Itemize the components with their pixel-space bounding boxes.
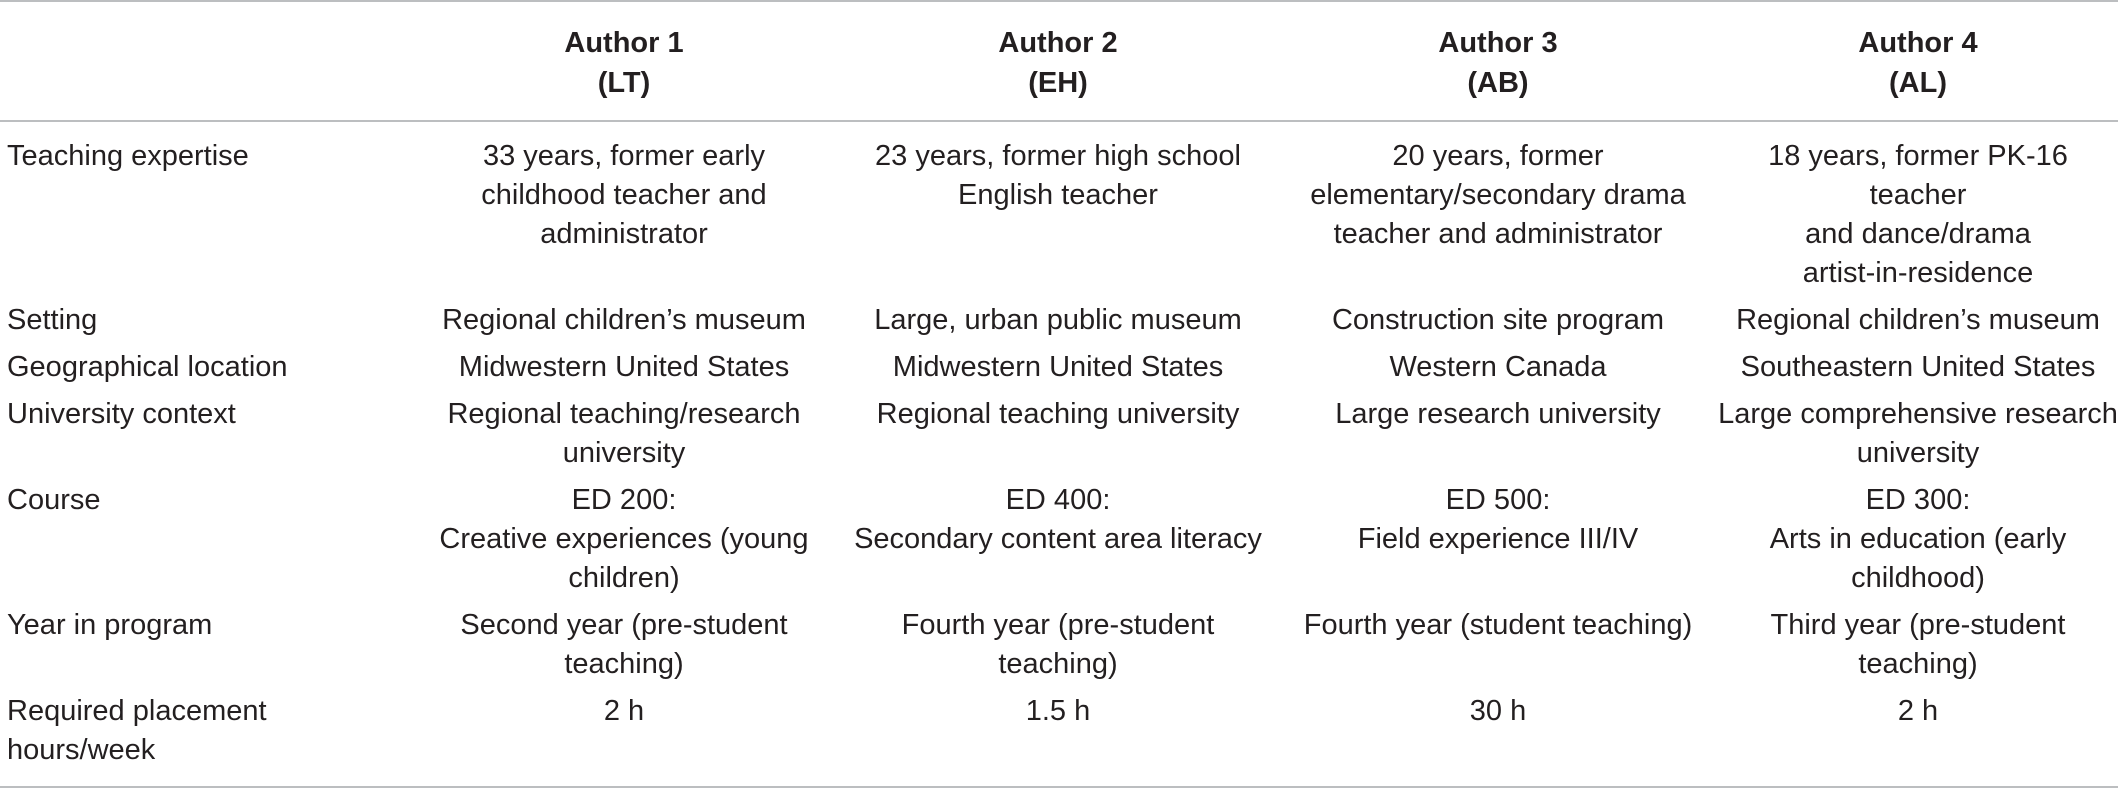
cell-text-line: teaching) — [1858, 648, 1978, 680]
cell-text-line: ED 300: — [1865, 484, 1971, 516]
header-cell-author-4 — [1718, 1, 2118, 121]
cell-text-line: 33 years, former early — [482, 140, 766, 172]
header-author-initials: (AL) — [1889, 67, 1947, 99]
table-row — [0, 293, 2118, 340]
row-label-cell — [0, 473, 410, 598]
table-cell-author-3 — [1278, 340, 1718, 387]
table-cell-author-2 — [838, 684, 1278, 787]
table-cell-author-1 — [410, 684, 838, 787]
header-cell-empty — [0, 1, 410, 121]
row-label-text: hours/week — [7, 734, 156, 766]
cell-text-line: teacher and administrator — [1333, 218, 1663, 250]
header-author-name: Author 2 — [998, 27, 1118, 59]
row-label-text: University context — [7, 398, 236, 430]
cell-text-line: 23 years, former high school — [875, 140, 1241, 172]
table-cell-author-3 — [1278, 684, 1718, 787]
table-row — [0, 340, 2118, 387]
table-cell-author-2 — [838, 293, 1278, 340]
header-author-name: Author 1 — [564, 27, 684, 59]
table-cell-author-2 — [838, 473, 1278, 598]
table-row — [0, 598, 2118, 684]
cell-text-line: 2 h — [1897, 695, 1939, 727]
cell-text-line: Regional children’s museum — [1736, 304, 2100, 336]
table-cell-author-2 — [838, 121, 1278, 293]
cell-text-line: Fourth year (pre-student — [901, 609, 1215, 641]
header-author-initials: (EH) — [1028, 67, 1088, 99]
table-cell-author-1 — [410, 598, 838, 684]
cell-text-line: elementary/secondary drama — [1310, 179, 1686, 211]
table-cell-author-2 — [838, 387, 1278, 473]
cell-text-line: Large, urban public museum — [874, 304, 1242, 336]
table-cell-author-4 — [1718, 598, 2118, 684]
row-label-text: Course — [7, 484, 101, 516]
row-label-cell — [0, 387, 410, 473]
cell-text-line: Creative experiences (young — [439, 523, 809, 555]
cell-text-line: Fourth year (student teaching) — [1303, 609, 1693, 641]
cell-text-line: 20 years, former — [1392, 140, 1604, 172]
table-row — [0, 684, 2118, 787]
table-cell-author-4 — [1718, 121, 2118, 293]
header-cell-author-2 — [838, 1, 1278, 121]
cell-text-line: Large comprehensive research — [1718, 398, 2118, 430]
row-label-text: Setting — [7, 304, 98, 336]
table-row — [0, 121, 2118, 293]
table-cell-author-3 — [1278, 387, 1718, 473]
table-cell-author-2 — [838, 598, 1278, 684]
cell-text-line: Southeastern United States — [1740, 351, 2096, 383]
cell-text-line: 18 years, former PK-16 teacher — [1768, 140, 2068, 211]
cell-text-line: ED 200: — [571, 484, 677, 516]
cell-text-line: ED 500: — [1445, 484, 1551, 516]
cell-text-line: Secondary content area literacy — [854, 523, 1262, 555]
row-label-cell — [0, 598, 410, 684]
cell-text-line: Large research university — [1335, 398, 1661, 430]
cell-text-line: and dance/drama — [1805, 218, 2031, 250]
row-label-cell — [0, 340, 410, 387]
cell-text-line: Regional children’s museum — [442, 304, 806, 336]
cell-text-line: 30 h — [1469, 695, 1527, 727]
row-label-text: Year in program — [7, 609, 213, 641]
cell-text-line: Midwestern United States — [892, 351, 1224, 383]
table-cell-author-1 — [410, 293, 838, 340]
cell-text-line: artist-in-residence — [1802, 257, 2034, 289]
table-row — [0, 473, 2118, 598]
table-header-row — [0, 1, 2118, 121]
cell-text-line: English teacher — [958, 179, 1158, 211]
row-label-text: Required placement — [7, 695, 267, 727]
cell-text-line: Third year (pre-student — [1770, 609, 2066, 641]
table-cell-author-4 — [1718, 387, 2118, 473]
table-cell-author-3 — [1278, 293, 1718, 340]
table-cell-author-4 — [1718, 293, 2118, 340]
cell-text-line: children) — [568, 562, 680, 594]
table-cell-author-3 — [1278, 121, 1718, 293]
header-author-initials: (AB) — [1467, 67, 1529, 99]
header-author-initials: (LT) — [597, 67, 651, 99]
table-cell-author-3 — [1278, 598, 1718, 684]
table-cell-author-4 — [1718, 340, 2118, 387]
cell-text-line: teaching) — [998, 648, 1118, 680]
table-cell-author-2 — [838, 340, 1278, 387]
row-label-text: Teaching expertise — [7, 140, 249, 172]
cell-text-line: Construction site program — [1331, 304, 1665, 336]
table-cell-author-1 — [410, 473, 838, 598]
table-cell-author-1 — [410, 340, 838, 387]
cell-text-line: Regional teaching university — [876, 398, 1240, 430]
header-author-name: Author 4 — [1858, 27, 1978, 59]
table-cell-author-4 — [1718, 684, 2118, 787]
table-cell-author-3 — [1278, 473, 1718, 598]
cell-text-line: university — [1856, 437, 1980, 469]
table-row — [0, 387, 2118, 473]
cell-text-line: teaching) — [564, 648, 684, 680]
header-cell-author-1 — [410, 1, 838, 121]
row-label-cell — [0, 684, 410, 787]
cell-text-line: Midwestern United States — [458, 351, 790, 383]
cell-text-line: Second year (pre-student — [460, 609, 788, 641]
cell-text-line: Field experience III/IV — [1357, 523, 1639, 555]
header-author-name: Author 3 — [1438, 27, 1558, 59]
cell-text-line: 2 h — [603, 695, 645, 727]
cell-text-line: 1.5 h — [1025, 695, 1091, 727]
cell-text-line: ED 400: — [1005, 484, 1111, 516]
cell-text-line: Regional teaching/research — [447, 398, 801, 430]
cell-text-line: administrator — [540, 218, 708, 250]
cell-text-line: university — [562, 437, 686, 469]
row-label-cell — [0, 121, 410, 293]
row-label-cell — [0, 293, 410, 340]
cell-text-line: childhood teacher and — [481, 179, 767, 211]
cell-text-line: childhood) — [1851, 562, 1985, 594]
row-label-text: Geographical location — [7, 351, 288, 383]
header-cell-author-3 — [1278, 1, 1718, 121]
table-cell-author-1 — [410, 121, 838, 293]
table-cell-author-4 — [1718, 473, 2118, 598]
table-body — [0, 121, 2118, 787]
table-cell-author-1 — [410, 387, 838, 473]
cell-text-line: Western Canada — [1389, 351, 1607, 383]
cell-text-line: Arts in education (early — [1769, 523, 2067, 555]
